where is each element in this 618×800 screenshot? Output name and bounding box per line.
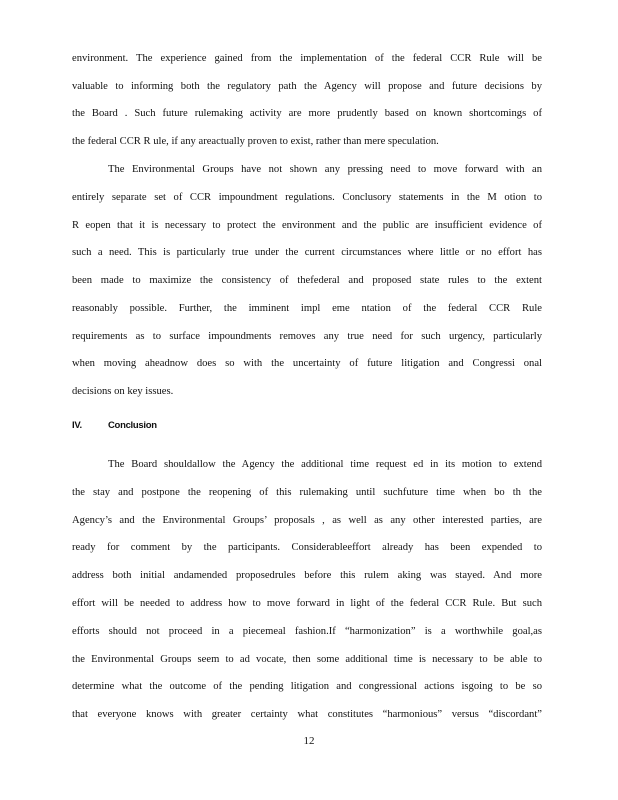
section-heading	[72, 419, 157, 433]
text-line: address both initial andamended proposedrules before this rulem aking was stayed. And more	[72, 570, 542, 581]
text-line: R eopen that it is necessary to protect the environment and the public are insufficient evidence of	[72, 220, 542, 231]
text-line: environment. The experience gained from the implementation of the federal CCR Rule will be	[72, 53, 542, 64]
text-line: decisions on key issues.	[72, 386, 174, 397]
text-line: efforts should not proceed in a piecemeal fashion.If “harmonization” is a worthwhile goal,as	[72, 626, 542, 637]
text-line: Agency’s and the Environmental Groups’ proposals , as well as any other interested parties, are	[72, 515, 542, 526]
text-line: determine what the outcome of the pending litigation and congressional actions isgoing to be so	[72, 681, 542, 692]
text-line: that everyone knows with greater certainty what constitutes “harmonious” versus “discordant”	[72, 709, 542, 720]
text-line: entirely separate set of CCR impoundment regulations. Conclusory statements in the M otion to	[72, 192, 542, 203]
page-number: 12	[303, 735, 315, 747]
text-line: the Environmental Groups seem to ad vocate, then some additional time is necessary to be able to	[72, 654, 542, 665]
text-line: requirements as to surface impoundments removes any true need for such urgency, particularly	[72, 331, 542, 342]
text-line: valuable to informing both the regulatory path the Agency will propose and future decisions by	[72, 81, 542, 92]
text-line: when moving aheadnow does so with the uncertainty of future litigation and Congressi onal	[72, 358, 542, 369]
text-line: the Board . Such future rulemaking activity are more prudently based on known shortcomings of	[72, 108, 542, 119]
text-line: reasonably possible. Further, the imminent impl eme ntation of the federal CCR Rule	[72, 303, 542, 314]
text-line: such a need. This is particularly true under the current circumstances where little or no effort has	[72, 247, 542, 258]
section-title: Conclusion	[108, 420, 157, 431]
text-line: effort will be needed to address how to move forward in light of the federal CCR Rule. But such	[72, 598, 542, 609]
text-line: ready for comment by the participants. Considerableeffort already has been expended to	[72, 542, 542, 553]
text-line: been made to maximize the consistency of thefederal and proposed state rules to the extent	[72, 275, 542, 286]
text-line: The Environmental Groups have not shown any pressing need to move forward with an	[108, 164, 542, 175]
text-line: the stay and postpone the reopening of this rulemaking until suchfuture time when bo th the	[72, 487, 542, 498]
text-line: The Board shouldallow the Agency the additional time request ed in its motion to extend	[108, 459, 542, 470]
text-line: the federal CCR R ule, if any areactually proven to exist, rather than mere speculation.	[72, 136, 439, 147]
section-number: IV.	[72, 420, 82, 431]
